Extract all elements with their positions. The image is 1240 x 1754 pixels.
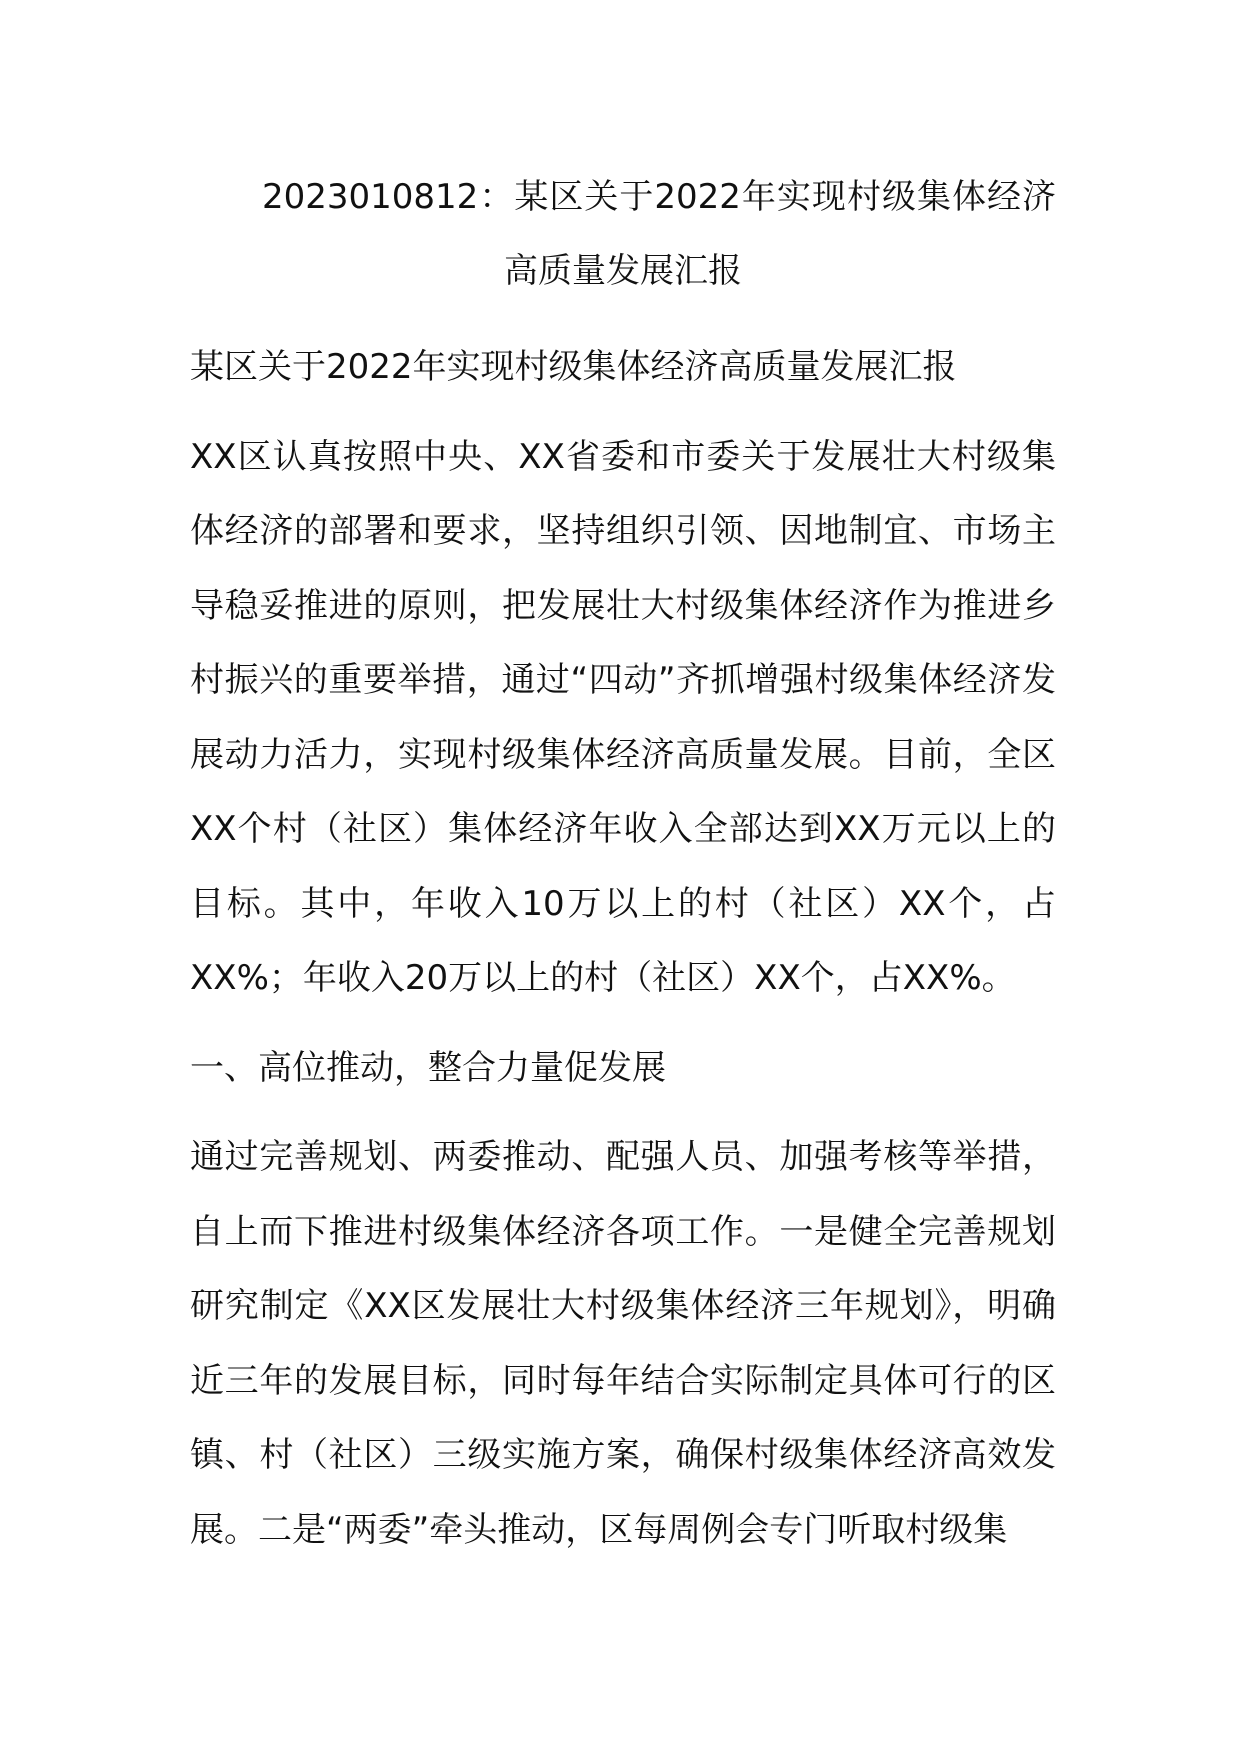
document-body [190,330,1056,1582]
document-subtitle: 某区关于2022年实现村级集体经济高质量发展汇报 [190,347,957,387]
document-title: 2023010812：某区关于2022年实现村级集体经济高质量发展汇报 [262,177,1056,291]
intro-paragraph: XX区认真按照中央、XX省委和市委关于发展壮大村级集体经济的部署和要求，坚持组织引领、因地制宜、市场主导稳妥推进的原则，把发展壮大村级集体经济作为推进乡村振兴的重要举措，通过“四动”齐抓增强村级集体经济发展动力活力，实现村级集体经济高质量发展。目前，全区XX个村（社区）集体经济年收入全部达到XX万元以上的目标。其中，年收入10万以上的村（社区）XX个，占XX%；年收入20万以上的村（社区）XX个，占XX%。 [190,436,1056,998]
section-heading-1: 一、高位推动，整合力量促发展 [190,1047,666,1088]
section-body-1: 通过完善规划、两委推动、配强人员、加强考核等举措，自上而下推进村级集体经济各项工作。一是健全完善规划研究制定《XX区发展壮大村级集体经济三年规划》，明确近三年的发展目标，同时每年结合实际制定具体可行的区镇、村（社区）三级实施方案，确保村级集体经济高效发展。二是“两委”牵头推动，区每周例会专门听取村级集 [190,1137,1056,1550]
